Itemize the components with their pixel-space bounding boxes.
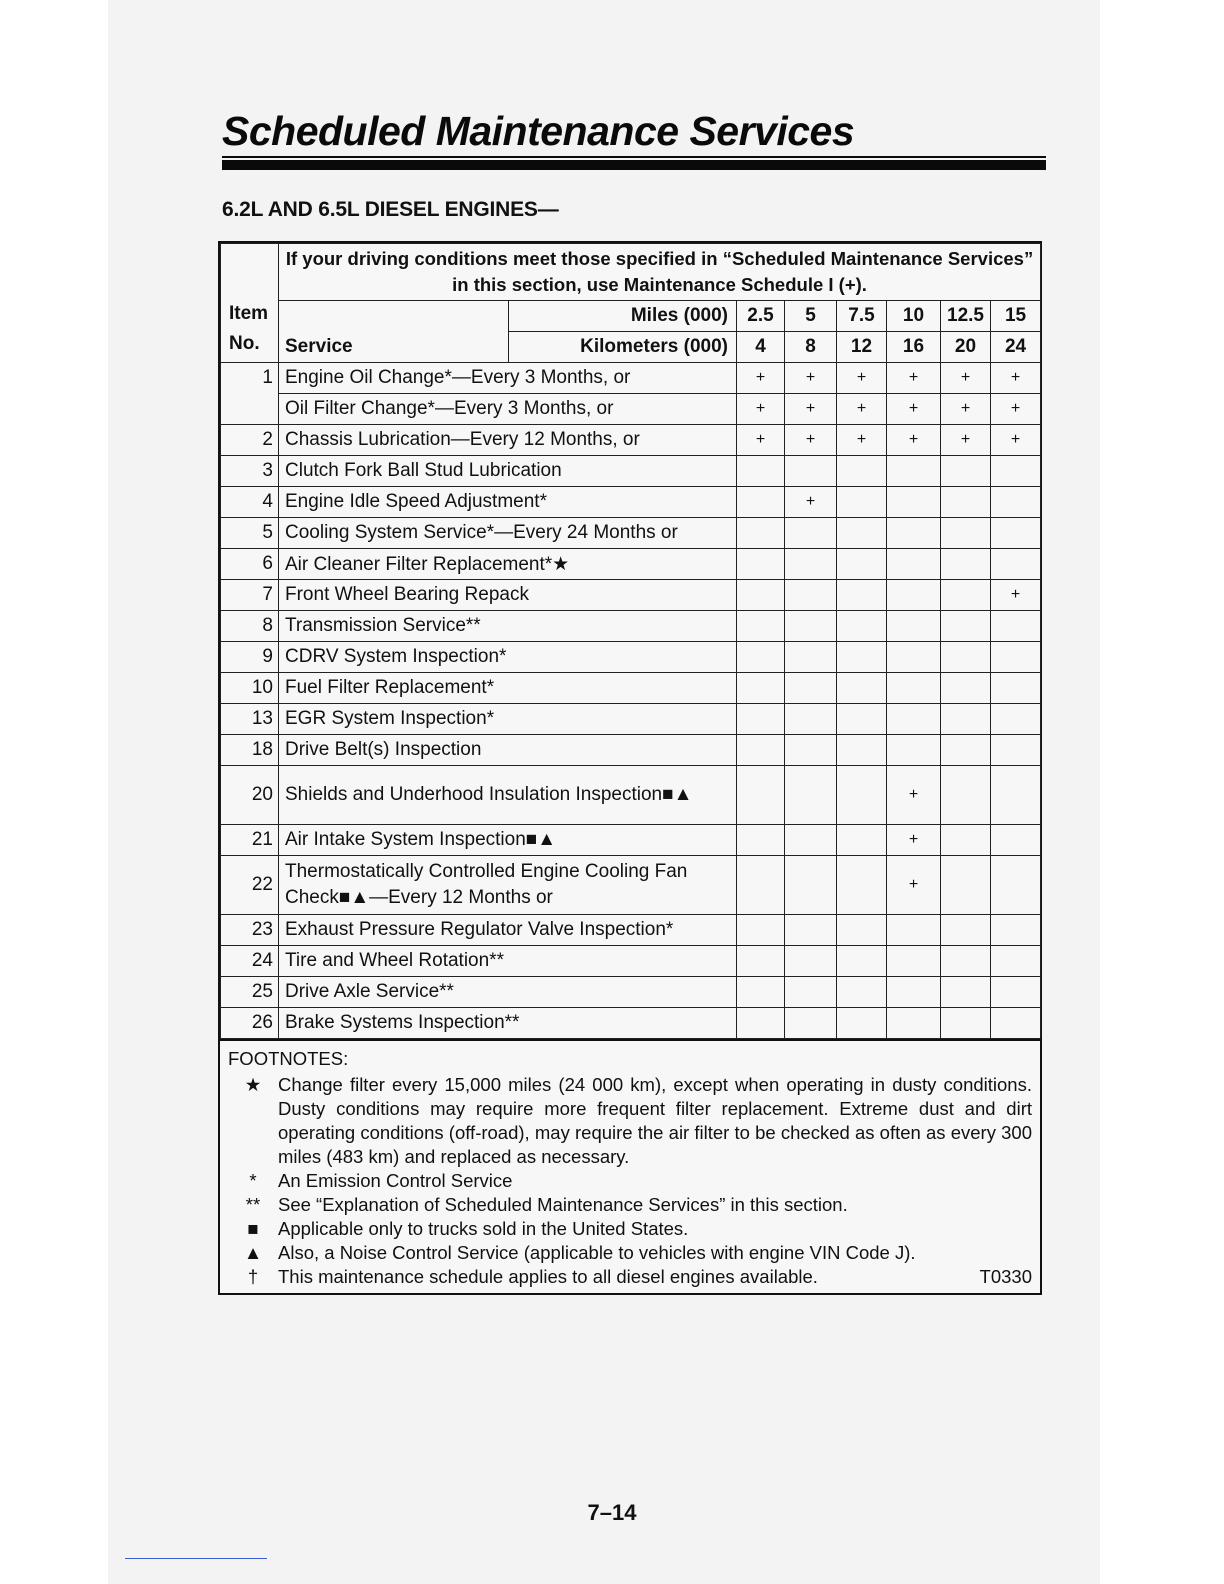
schedule-mark [837, 487, 887, 518]
schedule-mark [887, 977, 941, 1008]
schedule-mark: + [941, 394, 991, 425]
schedule-mark [737, 642, 785, 673]
schedule-mark [887, 456, 941, 487]
footnote-text-content: Change filter every 15,000 miles (24 000 km), except when operating in dusty conditions. Dusty conditions may require more frequent filter replacement. Extreme dust and dirt operating conditions (off-road), may require the air filter to be checked as often as every 300 miles (483 km) and replaced as necessary. [278, 1074, 1032, 1167]
table-row [221, 673, 1041, 704]
footnote-text [278, 1169, 1032, 1193]
schedule-mark [941, 704, 991, 735]
footnote-item [228, 1241, 1032, 1265]
schedule-mark [941, 735, 991, 766]
km-cell: 8 [785, 332, 837, 363]
schedule-mark [837, 611, 887, 642]
footnote-text [278, 1193, 1032, 1217]
schedule-mark [785, 642, 837, 673]
miles-cell: 10 [887, 301, 941, 332]
schedule-mark [887, 518, 941, 549]
footnotes [220, 1039, 1040, 1293]
schedule-mark [737, 766, 785, 825]
schedule-mark: + [991, 363, 1041, 394]
schedule-mark [785, 735, 837, 766]
item-number: 1 [221, 363, 279, 425]
schedule-mark [737, 915, 785, 946]
schedule-mark [887, 735, 941, 766]
schedule-mark [941, 1008, 991, 1039]
schedule-mark [991, 915, 1041, 946]
title-rule [222, 160, 1046, 170]
schedule-mark: + [941, 425, 991, 456]
footnote-text-content: This maintenance schedule applies to all diesel engines available. [278, 1266, 818, 1287]
schedule-mark [737, 735, 785, 766]
service-name: Engine Oil Change*—Every 3 Months, or [279, 363, 737, 394]
schedule-mark: + [991, 425, 1041, 456]
service-name: Engine Idle Speed Adjustment* [279, 487, 737, 518]
schedule-mark [887, 611, 941, 642]
km-cell: 24 [991, 332, 1041, 363]
schedule-mark: + [941, 363, 991, 394]
schedule-mark [941, 766, 991, 825]
schedule-mark: + [837, 425, 887, 456]
footnote-symbol: ★ [244, 1074, 262, 1095]
service-name: Brake Systems Inspection** [279, 1008, 737, 1039]
schedule-mark [737, 611, 785, 642]
table-row [221, 977, 1041, 1008]
schedule-mark [737, 456, 785, 487]
footnote-symbol: ▲ [243, 1242, 263, 1263]
item-number: 8 [221, 611, 279, 642]
schedule-mark [887, 1008, 941, 1039]
table-row [221, 1008, 1041, 1039]
table-row [221, 946, 1041, 977]
footnote-symbol: † [247, 1266, 259, 1287]
page-title: Scheduled Maintenance Services [222, 108, 855, 154]
table-row [221, 856, 1041, 915]
table-row [221, 915, 1041, 946]
schedule-mark [785, 1008, 837, 1039]
schedule-mark [941, 611, 991, 642]
service-name: EGR System Inspection* [279, 704, 737, 735]
service-name: Transmission Service** [279, 611, 737, 642]
service-name: Drive Belt(s) Inspection [279, 735, 737, 766]
miles-header: Miles (000) [509, 301, 737, 332]
schedule-mark [887, 915, 941, 946]
footnote-item [228, 1073, 1032, 1169]
schedule-mark [991, 518, 1041, 549]
footnote-item [228, 1217, 1032, 1241]
schedule-mark [737, 580, 785, 611]
km-cell: 12 [837, 332, 887, 363]
footnote-item [228, 1169, 1032, 1193]
schedule-mark [887, 704, 941, 735]
item-number: 13 [221, 704, 279, 735]
item-number: 6 [221, 549, 279, 580]
schedule-mark [991, 642, 1041, 673]
schedule-mark [837, 580, 887, 611]
service-name: Oil Filter Change*—Every 3 Months, or [279, 394, 737, 425]
schedule-mark [785, 580, 837, 611]
footnote-symbol: * [249, 1170, 257, 1191]
maintenance-schedule-table [220, 243, 1041, 1039]
schedule-mark [785, 915, 837, 946]
schedule-mark [941, 977, 991, 1008]
schedule-mark [991, 946, 1041, 977]
schedule-mark: + [991, 394, 1041, 425]
table-row [221, 518, 1041, 549]
schedule-mark [837, 704, 887, 735]
schedule-mark [785, 549, 837, 580]
service-name: Chassis Lubrication—Every 12 Months, or [279, 425, 737, 456]
footnote-text [278, 1073, 1032, 1169]
service-name: Exhaust Pressure Regulator Valve Inspection* [279, 915, 737, 946]
item-number: 24 [221, 946, 279, 977]
schedule-mark [991, 1008, 1041, 1039]
schedule-mark [837, 915, 887, 946]
schedule-mark: + [887, 856, 941, 915]
schedule-mark: + [785, 425, 837, 456]
schedule-mark [941, 549, 991, 580]
schedule-mark [785, 946, 837, 977]
schedule-mark [785, 977, 837, 1008]
item-header-line1: Item [229, 303, 269, 324]
schedule-mark [737, 549, 785, 580]
table-row [221, 549, 1041, 580]
table-row [221, 456, 1041, 487]
footnote-text [278, 1241, 1032, 1265]
schedule-mark [785, 611, 837, 642]
schedule-mark [837, 977, 887, 1008]
schedule-mark: + [785, 363, 837, 394]
schedule-mark [737, 977, 785, 1008]
service-name: Air Cleaner Filter Replacement*★ [279, 549, 737, 580]
table-row [221, 766, 1041, 825]
footnote-text-content: See “Explanation of Scheduled Maintenance Services” in this section. [278, 1194, 848, 1215]
schedule-mark [991, 487, 1041, 518]
schedule-mark [785, 673, 837, 704]
schedule-mark [991, 611, 1041, 642]
schedule-mark [737, 518, 785, 549]
schedule-mark: + [887, 425, 941, 456]
schedule-mark [941, 487, 991, 518]
footnote-item [228, 1193, 1032, 1217]
table-row [221, 363, 1041, 394]
schedule-mark: + [991, 580, 1041, 611]
schedule-mark [941, 673, 991, 704]
service-name: CDRV System Inspection* [279, 642, 737, 673]
schedule-mark: + [737, 394, 785, 425]
item-number: 26 [221, 1008, 279, 1039]
schedule-mark [887, 673, 941, 704]
schedule-mark [785, 856, 837, 915]
schedule-mark [785, 766, 837, 825]
schedule-mark [941, 518, 991, 549]
header-note-row [221, 244, 1041, 301]
schedule-mark [991, 704, 1041, 735]
schedule-mark: + [837, 363, 887, 394]
schedule-mark [941, 946, 991, 977]
schedule-note: If your driving conditions meet those specified in “Scheduled Maintenance Services” in this section, use Maintenance Schedule I (+). [279, 244, 1041, 301]
miles-cell: 7.5 [837, 301, 887, 332]
schedule-mark: + [887, 766, 941, 825]
schedule-mark [887, 549, 941, 580]
schedule-mark [887, 946, 941, 977]
item-number: 2 [221, 425, 279, 456]
table-row [221, 611, 1041, 642]
schedule-mark [837, 673, 887, 704]
service-name: Front Wheel Bearing Repack [279, 580, 737, 611]
footnote-text [278, 1265, 1032, 1289]
schedule-mark [941, 456, 991, 487]
schedule-mark [837, 856, 887, 915]
schedule-mark [785, 456, 837, 487]
schedule-mark: + [887, 394, 941, 425]
schedule-mark [837, 456, 887, 487]
schedule-mark [837, 825, 887, 856]
footnote-text-content: Applicable only to trucks sold in the United States. [278, 1218, 689, 1239]
footnote-symbol: ■ [247, 1218, 259, 1239]
schedule-mark [837, 766, 887, 825]
schedule-mark [991, 856, 1041, 915]
schedule-mark [941, 642, 991, 673]
schedule-mark [785, 825, 837, 856]
schedule-mark [837, 549, 887, 580]
schedule-mark [737, 704, 785, 735]
service-name: Thermostatically Controlled Engine Cooling Fan Check■▲—Every 12 Months or [279, 856, 737, 915]
schedule-mark [837, 518, 887, 549]
item-no-header [221, 244, 279, 363]
service-header: Service [279, 301, 509, 363]
schedule-mark [991, 549, 1041, 580]
item-number: 9 [221, 642, 279, 673]
schedule-mark [991, 825, 1041, 856]
table-row [221, 394, 1041, 425]
miles-cell: 12.5 [941, 301, 991, 332]
section-title: 6.2L AND 6.5L DIESEL ENGINES— [222, 198, 559, 221]
schedule-mark [837, 1008, 887, 1039]
schedule-mark [887, 487, 941, 518]
table-code: T0330 [979, 1266, 1032, 1287]
item-number: 3 [221, 456, 279, 487]
item-number: 20 [221, 766, 279, 825]
km-cell: 16 [887, 332, 941, 363]
schedule-mark: + [785, 394, 837, 425]
miles-cell: 15 [991, 301, 1041, 332]
item-number: 18 [221, 735, 279, 766]
item-number: 5 [221, 518, 279, 549]
km-cell: 20 [941, 332, 991, 363]
schedule-mark [941, 856, 991, 915]
schedule-mark [785, 518, 837, 549]
title-rule-thin [222, 156, 1046, 158]
item-number: 22 [221, 856, 279, 915]
schedule-mark [991, 766, 1041, 825]
schedule-mark [737, 825, 785, 856]
item-number: 10 [221, 673, 279, 704]
schedule-mark [991, 456, 1041, 487]
footnote-text-content: Also, a Noise Control Service (applicable to vehicles with engine VIN Code J). [278, 1242, 916, 1263]
schedule-mark: + [887, 825, 941, 856]
schedule-mark [991, 673, 1041, 704]
schedule-mark [737, 673, 785, 704]
km-header: Kilometers (000) [509, 332, 737, 363]
schedule-mark: + [737, 363, 785, 394]
table-row [221, 735, 1041, 766]
miles-cell: 5 [785, 301, 837, 332]
schedule-mark [941, 580, 991, 611]
schedule-mark [737, 856, 785, 915]
schedule-mark: + [887, 363, 941, 394]
miles-cell: 2.5 [737, 301, 785, 332]
schedule-mark [941, 915, 991, 946]
schedule-mark [737, 1008, 785, 1039]
schedule-mark [887, 642, 941, 673]
service-name: Tire and Wheel Rotation** [279, 946, 737, 977]
page-number: 7–14 [587, 1500, 637, 1525]
table-row [221, 825, 1041, 856]
item-header-line2: No. [229, 333, 260, 354]
service-name: Drive Axle Service** [279, 977, 737, 1008]
schedule-mark: + [737, 425, 785, 456]
schedule-mark [785, 704, 837, 735]
table-row [221, 642, 1041, 673]
footnote-text [278, 1217, 1032, 1241]
service-name: Clutch Fork Ball Stud Lubrication [279, 456, 737, 487]
table-row [221, 425, 1041, 456]
schedule-mark: + [837, 394, 887, 425]
footnote-text-content: An Emission Control Service [278, 1170, 513, 1191]
schedule-mark: + [785, 487, 837, 518]
link-underline[interactable] [125, 1558, 267, 1559]
item-number: 25 [221, 977, 279, 1008]
schedule-mark [737, 487, 785, 518]
service-name: Air Intake System Inspection■▲ [279, 825, 737, 856]
table-row [221, 580, 1041, 611]
item-number: 4 [221, 487, 279, 518]
schedule-mark [837, 735, 887, 766]
schedule-mark [837, 946, 887, 977]
maintenance-schedule-box [218, 241, 1042, 1295]
schedule-mark [737, 946, 785, 977]
table-row [221, 704, 1041, 735]
footnote-list [228, 1073, 1032, 1289]
item-number: 7 [221, 580, 279, 611]
km-cell: 4 [737, 332, 785, 363]
service-name: Fuel Filter Replacement* [279, 673, 737, 704]
footnote-item [228, 1265, 1032, 1289]
item-number: 23 [221, 915, 279, 946]
item-number: 21 [221, 825, 279, 856]
schedule-mark [887, 580, 941, 611]
schedule-mark [941, 825, 991, 856]
miles-header-row [221, 301, 1041, 332]
table-row [221, 487, 1041, 518]
service-name: Cooling System Service*—Every 24 Months or [279, 518, 737, 549]
service-name: Shields and Underhood Insulation Inspection■▲ [279, 766, 737, 825]
schedule-mark [837, 642, 887, 673]
schedule-mark [991, 977, 1041, 1008]
footnotes-heading: FOOTNOTES: [228, 1048, 349, 1069]
schedule-mark [991, 735, 1041, 766]
footnote-symbol: ** [245, 1194, 261, 1215]
